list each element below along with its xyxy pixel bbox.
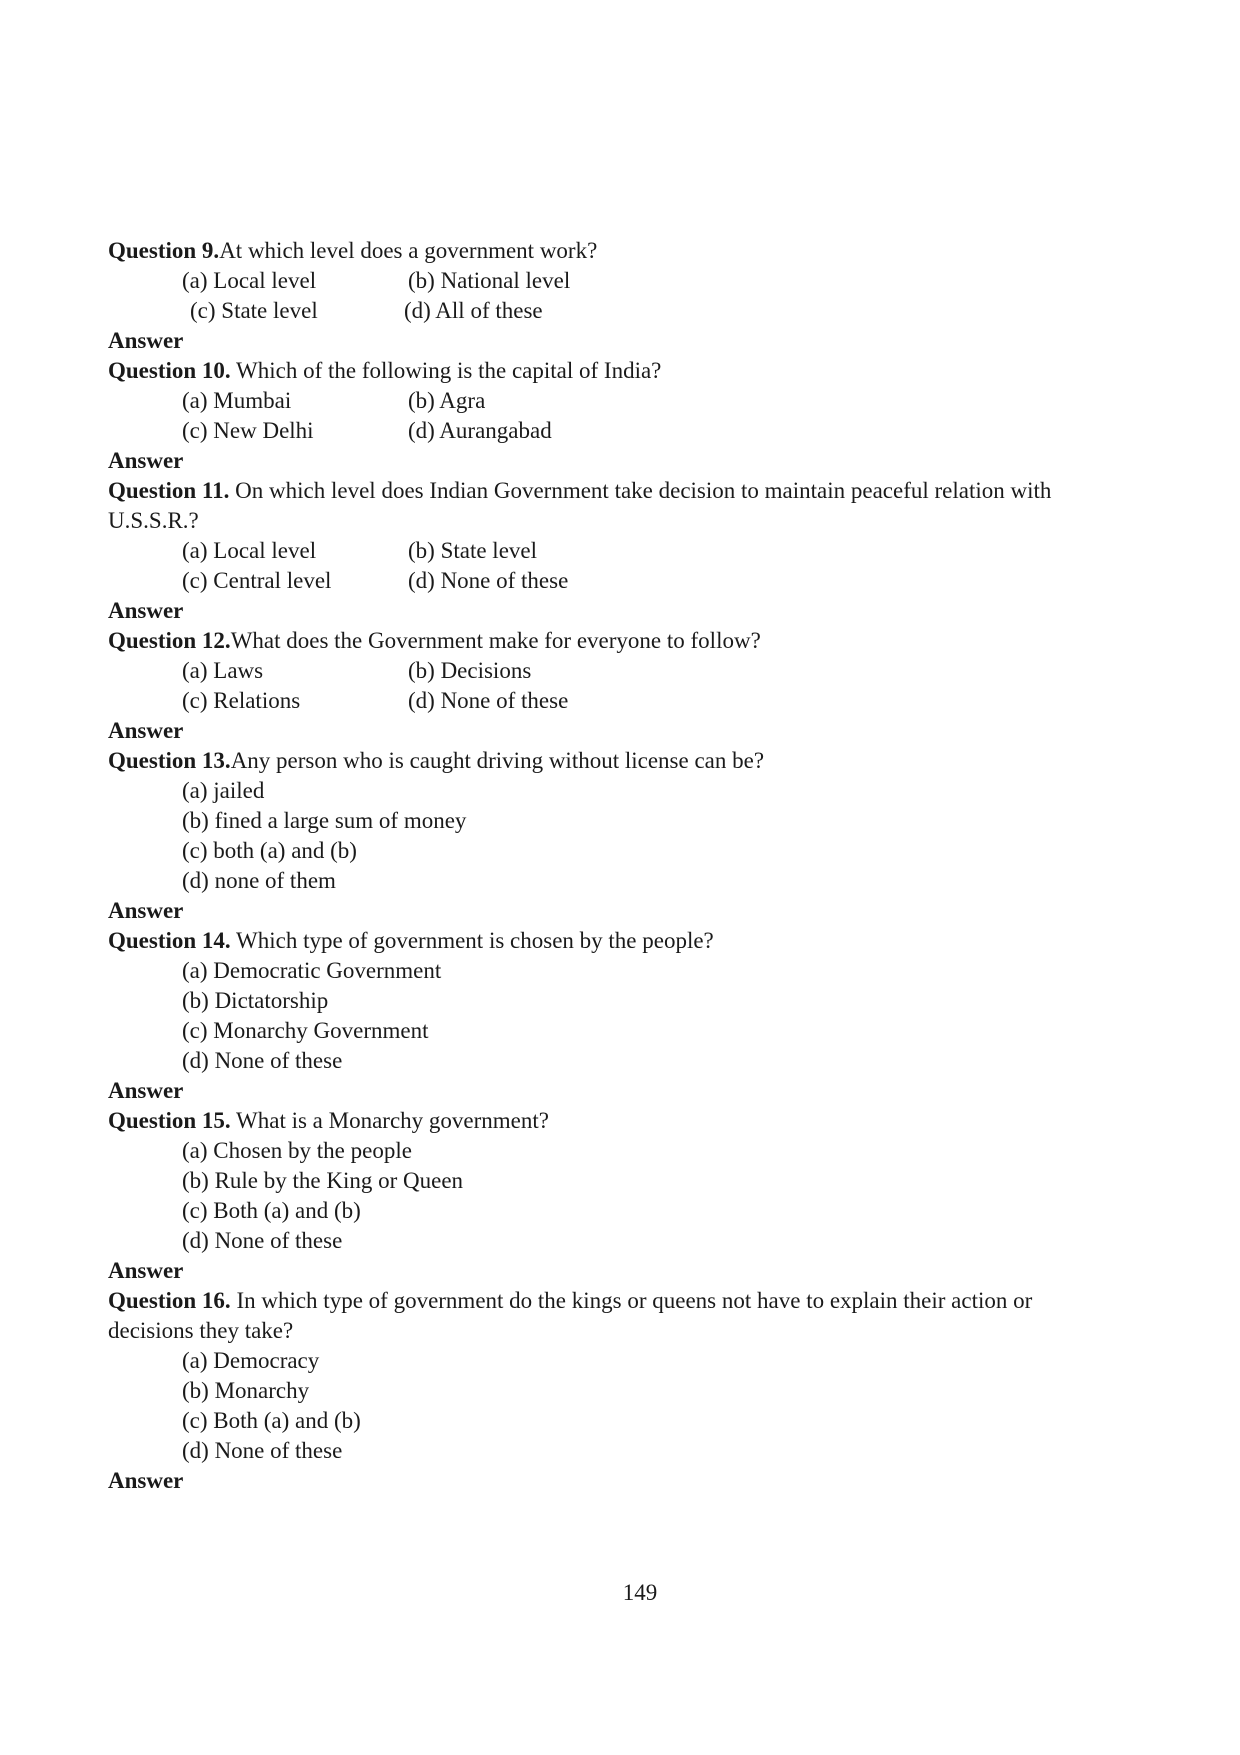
question-list: [108, 236, 1118, 1496]
answer-label: Answer: [108, 598, 184, 623]
question-text: Which of the following is the capital of India?: [230, 358, 662, 383]
question-label: Question 10.: [108, 358, 231, 383]
option-d: (d) None of these: [182, 1048, 343, 1073]
question-stem: [108, 1106, 1118, 1136]
answer-label: Answer: [108, 718, 184, 743]
options-grid: [108, 266, 1118, 326]
option-c: (c) New Delhi: [182, 418, 314, 443]
option-a: (a) Mumbai: [182, 388, 292, 413]
option-c: (c) Relations: [182, 688, 301, 713]
option-d: (d) None of these: [408, 568, 569, 593]
option-c: (c) Both (a) and (b): [182, 1408, 361, 1433]
option-b: (b) fined a large sum of money: [182, 808, 467, 833]
options-list: [108, 1136, 1118, 1256]
question-label: Question 11.: [108, 478, 230, 503]
option-c: (c) Both (a) and (b): [182, 1198, 361, 1223]
answer-label: Answer: [108, 448, 184, 473]
option-b: (b) Monarchy: [182, 1378, 310, 1403]
question-text: On which level does Indian Government take decision to maintain peaceful relation with U.S.S.R.?: [108, 478, 1052, 533]
option-a: (a) Local level: [182, 538, 317, 563]
question-label: Question 13.: [108, 748, 231, 773]
options-list: [108, 956, 1118, 1076]
option-b: (b) State level: [408, 538, 538, 563]
option-a: (a) Laws: [182, 658, 264, 683]
question-stem: [108, 356, 1118, 386]
answer-label: Answer: [108, 1078, 184, 1103]
question-block: [108, 1106, 1118, 1286]
question-label: Question 16.: [108, 1288, 231, 1313]
question-stem: [108, 926, 1118, 956]
options-list: [108, 776, 1118, 896]
options-grid: [108, 536, 1118, 596]
answer-label: Answer: [108, 1258, 184, 1283]
question-text: What does the Government make for everyone to follow?: [230, 628, 761, 653]
question-stem: [108, 626, 1118, 656]
question-block: [108, 356, 1118, 476]
page-number: 149: [622, 1580, 658, 1605]
option-d: (d) None of these: [408, 688, 569, 713]
options-grid: [108, 386, 1118, 446]
option-a: (a) Local level: [182, 268, 317, 293]
question-block: [108, 626, 1118, 746]
options-grid: [108, 656, 1118, 716]
option-a: (a) Democracy: [182, 1348, 320, 1373]
option-c: (c) both (a) and (b): [182, 838, 357, 863]
question-block: [108, 236, 1118, 356]
answer-label: Answer: [108, 898, 184, 923]
option-b: (b) Agra: [408, 388, 486, 413]
option-d: (d) none of them: [182, 868, 336, 893]
option-c: (c) State level: [190, 298, 318, 323]
question-label: Question 9.: [108, 238, 220, 263]
option-d: (d) All of these: [404, 298, 543, 323]
option-a: (a) Democratic Government: [182, 958, 442, 983]
question-label: Question 15.: [108, 1108, 231, 1133]
question-text: Which type of government is chosen by the people?: [230, 928, 714, 953]
question-text: What is a Monarchy government?: [230, 1108, 549, 1133]
option-b: (b) Rule by the King or Queen: [182, 1168, 464, 1193]
question-text: Any person who is caught driving without license can be?: [230, 748, 765, 773]
question-block: [108, 746, 1118, 926]
option-a: (a) jailed: [182, 778, 265, 803]
question-stem: [108, 236, 1118, 266]
option-a: (a) Chosen by the people: [182, 1138, 412, 1163]
question-block: [108, 476, 1118, 626]
option-c: (c) Central level: [182, 568, 332, 593]
question-text: In which type of government do the kings or queens not have to explain their action or decisions they take?: [108, 1288, 1033, 1343]
option-b: (b) National level: [408, 268, 571, 293]
question-stem: [108, 476, 1118, 536]
question-stem: [108, 746, 1118, 776]
answer-label: Answer: [108, 1468, 184, 1493]
question-text: At which level does a government work?: [219, 238, 598, 263]
question-label: Question 12.: [108, 628, 231, 653]
option-c: (c) Monarchy Government: [182, 1018, 429, 1043]
question-label: Question 14.: [108, 928, 231, 953]
answer-label: Answer: [108, 328, 184, 353]
question-block: [108, 926, 1118, 1106]
option-b: (b) Dictatorship: [182, 988, 329, 1013]
option-b: (b) Decisions: [408, 658, 532, 683]
question-stem: [108, 1286, 1118, 1346]
question-block: [108, 1286, 1118, 1496]
option-d: (d) None of these: [182, 1438, 343, 1463]
option-d: (d) Aurangabad: [408, 418, 552, 443]
option-d: (d) None of these: [182, 1228, 343, 1253]
options-list: [108, 1346, 1118, 1466]
